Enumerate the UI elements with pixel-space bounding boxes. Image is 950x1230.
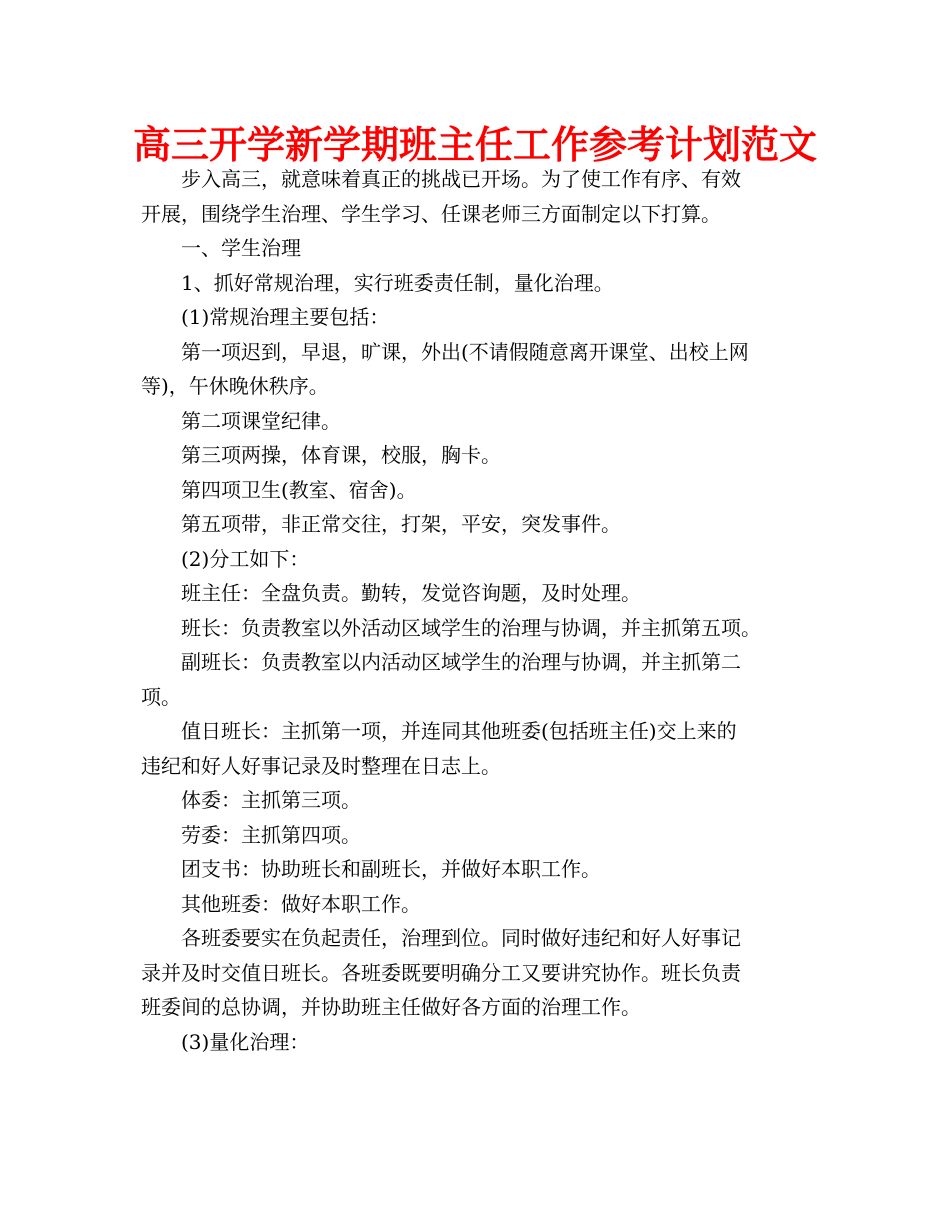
paragraph-line: 第三项两操，体育课，校服，胸卡。: [181, 443, 501, 467]
paragraph-line: 第四项卫生(教室、宿舍)。: [181, 477, 417, 502]
paragraph-line: 开展，围绕学生治理、学生学习、任课老师三方面制定以下打算。: [141, 201, 721, 226]
paragraph-line: 班委间的总协调，并协助班主任做好各方面的治理工作。: [141, 995, 641, 1019]
document-body: [141, 162, 811, 1059]
paragraph-line: (2)分工如下：: [181, 546, 310, 571]
paragraph-line: 各班委要实在负起责任，治理到位。同时做好违纪和好人好事记: [181, 926, 741, 950]
paragraph-line: 1、抓好常规治理，实行班委责任制，量化治理。: [181, 270, 614, 295]
paragraph-line: 项。: [141, 684, 181, 709]
paragraph-line: 步入高三，就意味着真正的挑战已开场。为了使工作有序、有效: [181, 167, 741, 191]
paragraph-line: 等)，午休晚休秩序。: [141, 374, 329, 398]
paragraph-line: 副班长：负责教室以内活动区域学生的治理与协调，并主抓第二: [181, 650, 741, 674]
paragraph-line: 违纪和好人好事记录及时整理在日志上。: [141, 753, 501, 778]
paragraph-line: 值日班长：主抓第一项，并连同其他班委(包括班主任)交上来的: [181, 719, 737, 743]
paragraph-line: 班主任：全盘负责。勤转，发觉咨询题，及时处理。: [181, 581, 641, 605]
paragraph-line: 劳委：主抓第四项。: [181, 822, 361, 847]
paragraph-line: 体委：主抓第三项。: [181, 788, 361, 812]
paragraph-line: 班长：负责教室以外活动区域学生的治理与协调，并主抓第五项。: [181, 615, 761, 640]
paragraph-line: 第二项课堂纪律。: [181, 408, 341, 433]
section-heading: 一、学生治理: [181, 236, 301, 260]
paragraph-line: 第五项带，非正常交往，打架，平安，突发事件。: [181, 512, 621, 536]
paragraph-line: 第一项迟到，早退，旷课，外出(不请假随意离开课堂、出校上网: [181, 339, 749, 364]
paragraph-line: (3)量化治理：: [181, 1029, 310, 1054]
paragraph-line: 其他班委：做好本职工作。: [181, 891, 421, 916]
paragraph-line: (1)常规治理主要包括：: [181, 305, 390, 329]
paragraph-line: 团支书：协助班长和副班长，并做好本职工作。: [181, 857, 601, 881]
document-title: 高三开学新学期班主任工作参考计划范文: [132, 122, 817, 167]
paragraph-line: 录并及时交值日班长。各班委既要明确分工又要讲究协作。班长负责: [141, 960, 741, 985]
